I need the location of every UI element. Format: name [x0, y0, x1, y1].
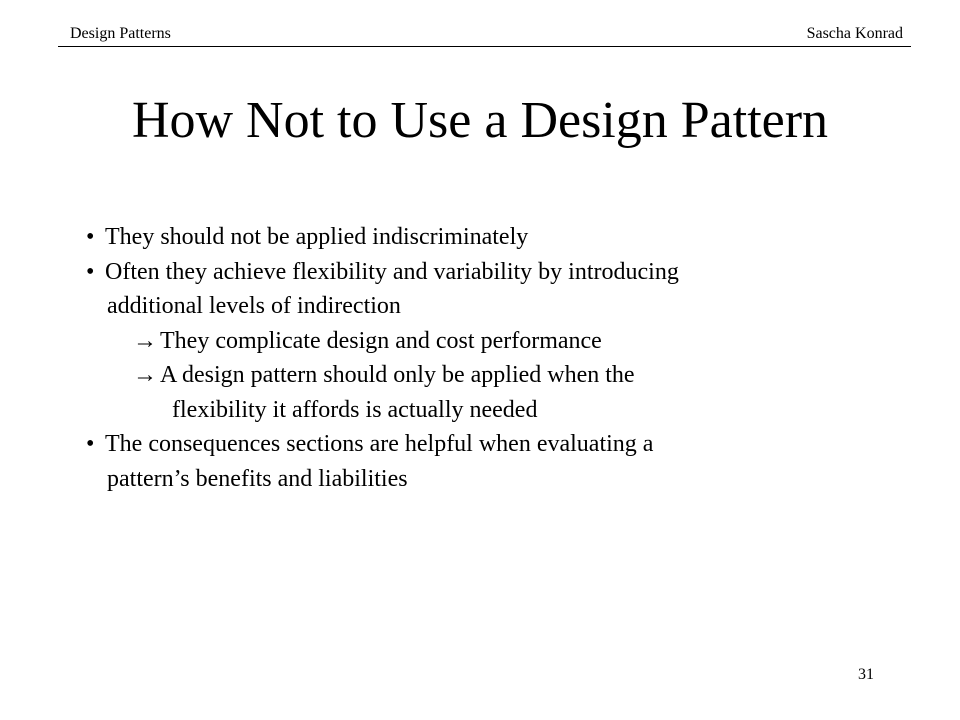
bullet-text: They should not be applied indiscriminately [105, 224, 529, 250]
sub-bullet-item [86, 324, 886, 359]
bullet-text: Often they achieve flexibility and variability by introducing [105, 258, 679, 285]
right-arrow-icon: → [133, 362, 157, 388]
author-name: Sascha Konrad [806, 25, 903, 42]
slide-body [86, 220, 886, 496]
bullet-continuation: pattern’s benefits and liabilities [107, 465, 408, 492]
bullet-continuation: additional levels of indirection [107, 293, 401, 319]
bullet-item [86, 427, 886, 462]
bullet-marker: • [86, 258, 95, 285]
bullet-marker: • [86, 224, 95, 250]
slide-header [58, 24, 911, 47]
right-arrow-icon: → [133, 327, 157, 354]
slide-title: How Not to Use a Design Pattern [131, 92, 829, 149]
sub-bullet-text: A design pattern should only be applied when the [160, 362, 635, 388]
course-title: Design Patterns [70, 25, 171, 42]
bullet-item [86, 255, 886, 290]
sub-bullet-text: They complicate design and cost performance [160, 327, 602, 354]
bullet-marker: • [86, 431, 95, 457]
bullet-text: The consequences sections are helpful when evaluating a [105, 431, 654, 457]
page-number: 31 [858, 666, 874, 683]
sub-bullet-continuation: flexibility it affords is actually needed [172, 396, 538, 423]
sub-bullet-item [86, 358, 886, 393]
bullet-item [86, 220, 886, 255]
